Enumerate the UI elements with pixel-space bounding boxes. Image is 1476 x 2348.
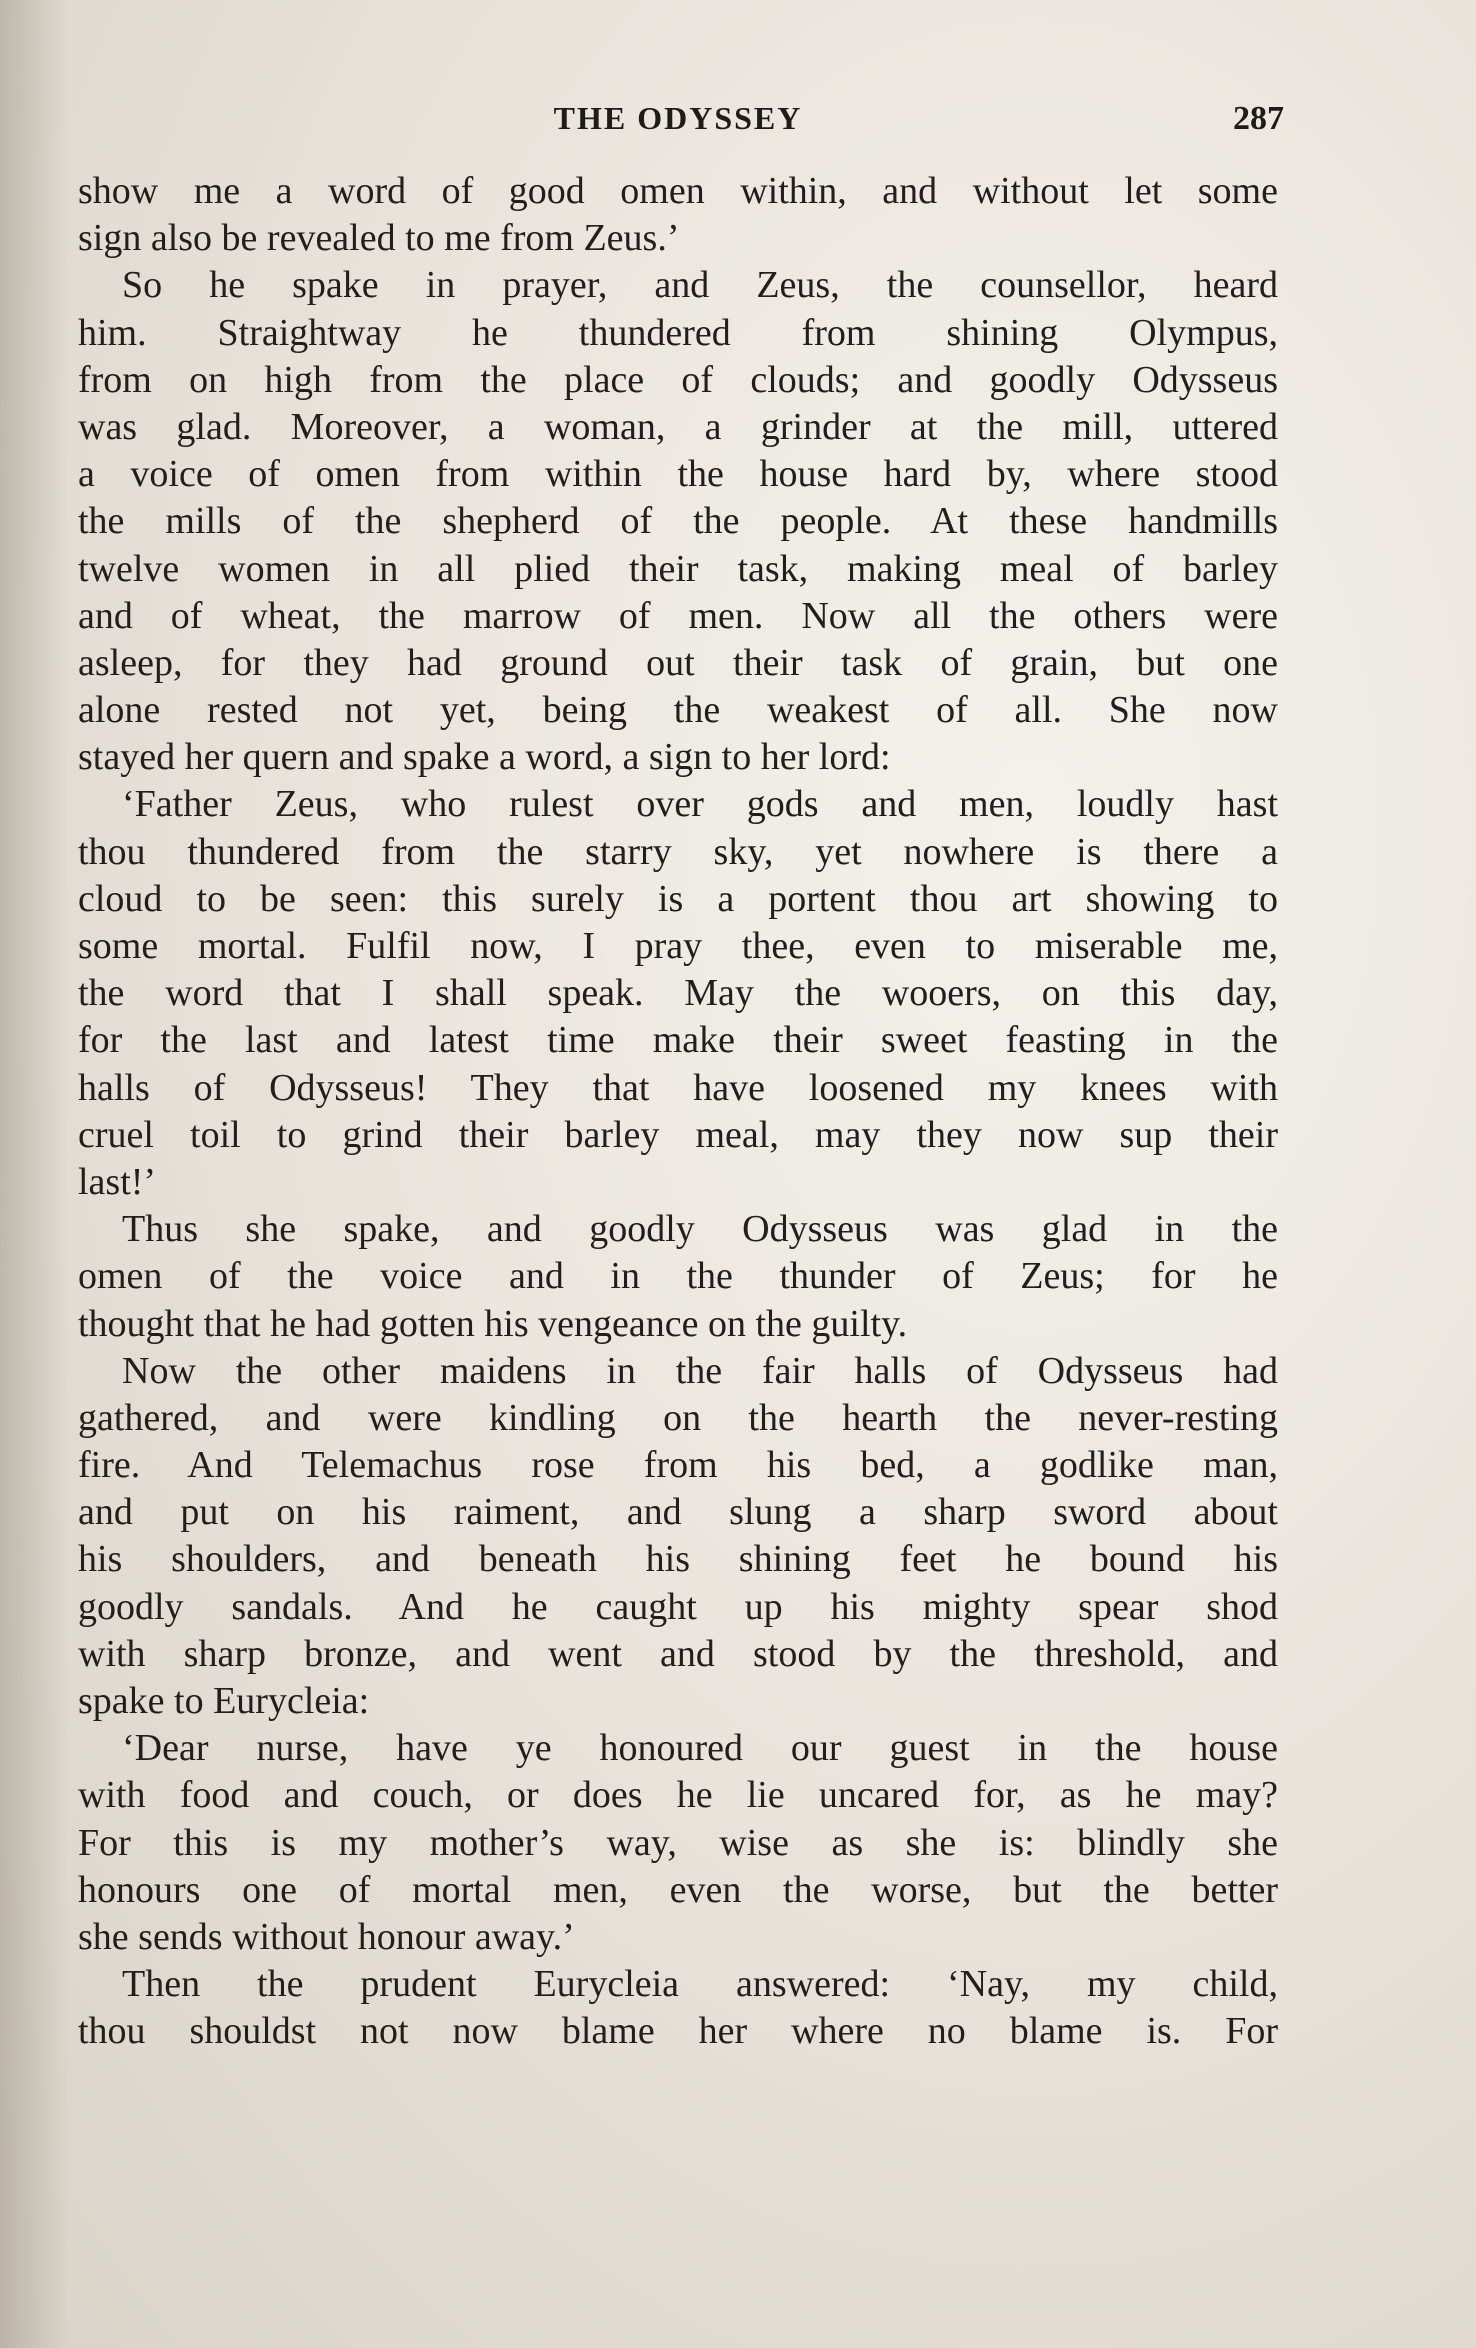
text-line: she sends without honour away.’ [78, 1915, 575, 1958]
text-line: stayed her quern and spake a word, a sign to her lord: [78, 736, 891, 779]
text-line: cruel toil to grind their barley meal, may they now sup their [78, 1113, 1278, 1156]
text-line: Now the other maidens in the fair halls of Odysseus had [122, 1349, 1278, 1392]
text-line: asleep, for they had ground out their task of grain, but one [78, 641, 1278, 684]
text-line: last!’ [78, 1160, 157, 1203]
text-line: with sharp bronze, and went and stood by the threshold, and [78, 1632, 1278, 1675]
gutter-shadow [0, 0, 70, 2348]
text-line: ‘Father Zeus, who rulest over gods and men, loudly hast [122, 783, 1278, 826]
text-line: thou shouldst not now blame her where no blame is. For [78, 2010, 1278, 2053]
text-line: alone rested not yet, being the weakest of all. She now [78, 689, 1278, 732]
text-line: and of wheat, the marrow of men. Now all the others were [78, 594, 1278, 637]
text-line: show me a word of good omen within, and without let some [78, 170, 1278, 212]
text-line: the word that I shall speak. May the wooers, on this day, [78, 972, 1278, 1015]
text-line: thought that he had gotten his vengeance on the guilty. [78, 1302, 908, 1345]
text-line: honours one of mortal men, even the worse, but the better [78, 1868, 1278, 1911]
running-title: THE ODYSSEY [553, 100, 803, 136]
page-number: 287 [1233, 100, 1284, 137]
running-head [78, 100, 1284, 150]
text-line: his shoulders, and beneath his shining feet he bound his [78, 1538, 1278, 1581]
text-line: the mills of the shepherd of the people. At these handmills [78, 500, 1278, 543]
text-line: omen of the voice and in the thunder of Zeus; for he [78, 1255, 1278, 1298]
text-line: a voice of omen from within the house hard by, where stood [78, 453, 1278, 496]
text-line: with food and couch, or does he lie uncared for, as he may? [78, 1774, 1278, 1817]
text-line: cloud to be seen: this surely is a portent thou art showing to [78, 877, 1278, 920]
text-line: and put on his raiment, and slung a sharp sword about [78, 1491, 1278, 1534]
text-line: goodly sandals. And he caught up his mighty spear shod [78, 1585, 1278, 1628]
text-line: sign also be revealed to me from Zeus.’ [78, 217, 680, 260]
text-line: him. Straightway he thundered from shining Olympus, [78, 311, 1278, 354]
text-line: for the last and latest time make their sweet feasting in the [78, 1019, 1278, 1062]
text-line: was glad. Moreover, a woman, a grinder at the mill, uttered [78, 405, 1278, 448]
body-text [78, 168, 1278, 2056]
text-line: gathered, and were kindling on the hearth the never-resting [78, 1396, 1278, 1439]
text-line: from on high from the place of clouds; and goodly Odysseus [78, 358, 1278, 401]
text-line: For this is my mother’s way, wise as she is: blindly she [78, 1821, 1278, 1864]
text-line: twelve women in all plied their task, making meal of barley [78, 547, 1278, 590]
text-line: ‘Dear nurse, have ye honoured our guest in the house [122, 1727, 1278, 1770]
text-line: spake to Eurycleia: [78, 1680, 370, 1722]
text-line: thou thundered from the starry sky, yet nowhere is there a [78, 830, 1278, 873]
text-line: Thus she spake, and goodly Odysseus was glad in the [122, 1208, 1278, 1251]
text-line: fire. And Telemachus rose from his bed, a godlike man, [78, 1444, 1278, 1487]
text-line: So he spake in prayer, and Zeus, the counsellor, heard [122, 264, 1278, 307]
text-line: Then the prudent Eurycleia answered: ‘Nay, my child, [122, 1963, 1278, 2006]
text-line: some mortal. Fulfil now, I pray thee, even to miserable me, [78, 925, 1278, 967]
text-line: halls of Odysseus! They that have loosened my knees with [78, 1066, 1278, 1109]
